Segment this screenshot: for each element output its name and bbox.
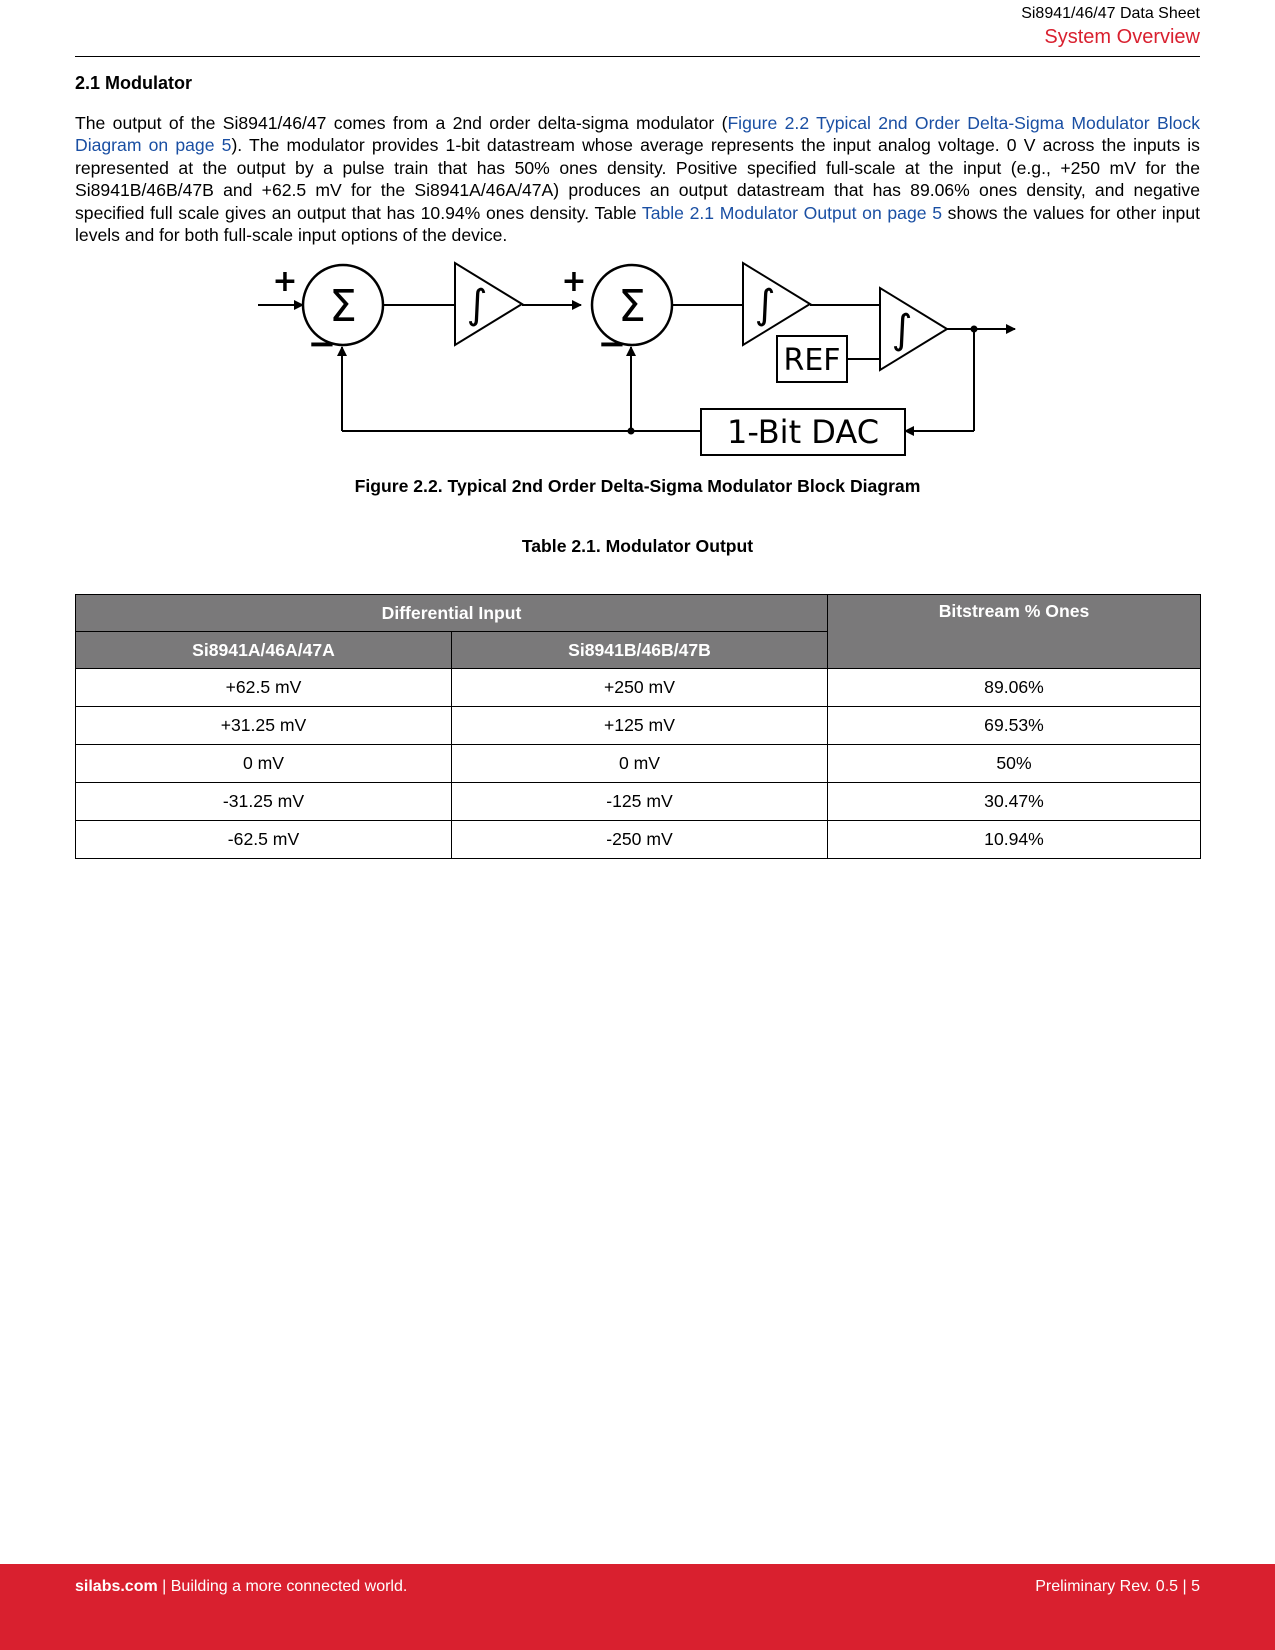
- junction-dot: [971, 326, 978, 333]
- table-row: [76, 669, 1201, 707]
- group-header: Differential Input: [76, 595, 828, 632]
- plus-sign-1: +: [272, 264, 298, 299]
- column-header-bitstream: Bitstream % Ones: [828, 595, 1201, 669]
- page-revision: Preliminary Rev. 0.5 | 5: [1035, 1578, 1200, 1595]
- table-cell: +31.25 mV: [76, 707, 452, 745]
- table-cell: 89.06%: [828, 669, 1201, 707]
- document-title: Si8941/46/47 Data Sheet: [1021, 5, 1200, 22]
- table-caption: Table 2.1. Modulator Output: [521, 536, 754, 556]
- comparator: [880, 288, 947, 370]
- integral-symbol-2: ∫: [754, 282, 776, 328]
- section-title: System Overview: [1044, 26, 1200, 48]
- table-cell: -62.5 mV: [76, 821, 452, 859]
- integrator-1: [455, 263, 522, 345]
- modulator-block-diagram: [250, 258, 1020, 460]
- modulator-output-table: [75, 594, 1201, 859]
- table-row: [76, 783, 1201, 821]
- table-cell: -250 mV: [452, 821, 828, 859]
- table-row: [76, 821, 1201, 859]
- body-paragraph: [75, 112, 1200, 246]
- table-cell: 30.47%: [828, 783, 1201, 821]
- ref-label: REF: [783, 343, 841, 378]
- paragraph-text-2: ). The modulator provides 1-bit datastream whose average represents the input analog voltage. 0 V across the inputs is represented at the output by a pulse train that has 50% ones density. Positive specified full-scale at the input (e.g., +250 mV for the Si8941B/46B/47B and +62.5 mV for the Si8941A/46A/47A) produces an output datastream that has 89.06% ones density, and negative specified full scale gives an output that has 10.94% ones density. Table: [75, 135, 1200, 223]
- table-row: [76, 707, 1201, 745]
- minus-sign-2: −: [597, 324, 627, 364]
- table-cell: 50%: [828, 745, 1201, 783]
- sum-symbol-2: Σ: [618, 281, 646, 332]
- header-divider: [75, 56, 1200, 57]
- table-cell: +125 mV: [452, 707, 828, 745]
- paragraph-text-1: The output of the Si8941/46/47 comes from a 2nd order delta-sigma modulator (: [75, 113, 728, 133]
- table-link[interactable]: Table 2.1 Modulator Output on page 5: [641, 202, 942, 223]
- section-heading: 2.1 Modulator: [75, 73, 193, 93]
- table-cell: 0 mV: [76, 745, 452, 783]
- integrator-2: [743, 263, 810, 345]
- table-cell: -125 mV: [452, 783, 828, 821]
- footer-left: [75, 1578, 407, 1596]
- paragraph-text-3: shows the values for other input levels and for both full-scale input options of the device.: [75, 202, 1200, 246]
- table-cell: +250 mV: [452, 669, 828, 707]
- integral-symbol-3: ∫: [891, 307, 913, 353]
- column-header-a: Si8941A/46A/47A: [76, 632, 452, 669]
- site-link[interactable]: silabs.com: [75, 1578, 158, 1595]
- figure-caption: Figure 2.2. Typical 2nd Order Delta-Sigma Modulator Block Diagram: [354, 476, 921, 496]
- table-cell: 10.94%: [828, 821, 1201, 859]
- sum-symbol-1: Σ: [329, 281, 357, 332]
- minus-sign-1: −: [307, 324, 337, 364]
- plus-sign-2: +: [561, 264, 587, 299]
- table-cell: 0 mV: [452, 745, 828, 783]
- figure-link[interactable]: Figure 2.2 Typical 2nd Order Delta-Sigma Modulator Block Diagram on page 5: [75, 113, 1200, 156]
- table-cell: -31.25 mV: [76, 783, 452, 821]
- table-cell: 69.53%: [828, 707, 1201, 745]
- dac-label: 1-Bit DAC: [726, 413, 880, 451]
- column-header-b: Si8941B/46B/47B: [452, 632, 828, 669]
- integral-symbol-1: ∫: [466, 282, 488, 328]
- footer-tagline: | Building a more connected world.: [157, 1578, 408, 1595]
- table-cell: +62.5 mV: [76, 669, 452, 707]
- page-footer: [0, 1564, 1275, 1650]
- table-row: [76, 745, 1201, 783]
- junction-dot: [628, 428, 635, 435]
